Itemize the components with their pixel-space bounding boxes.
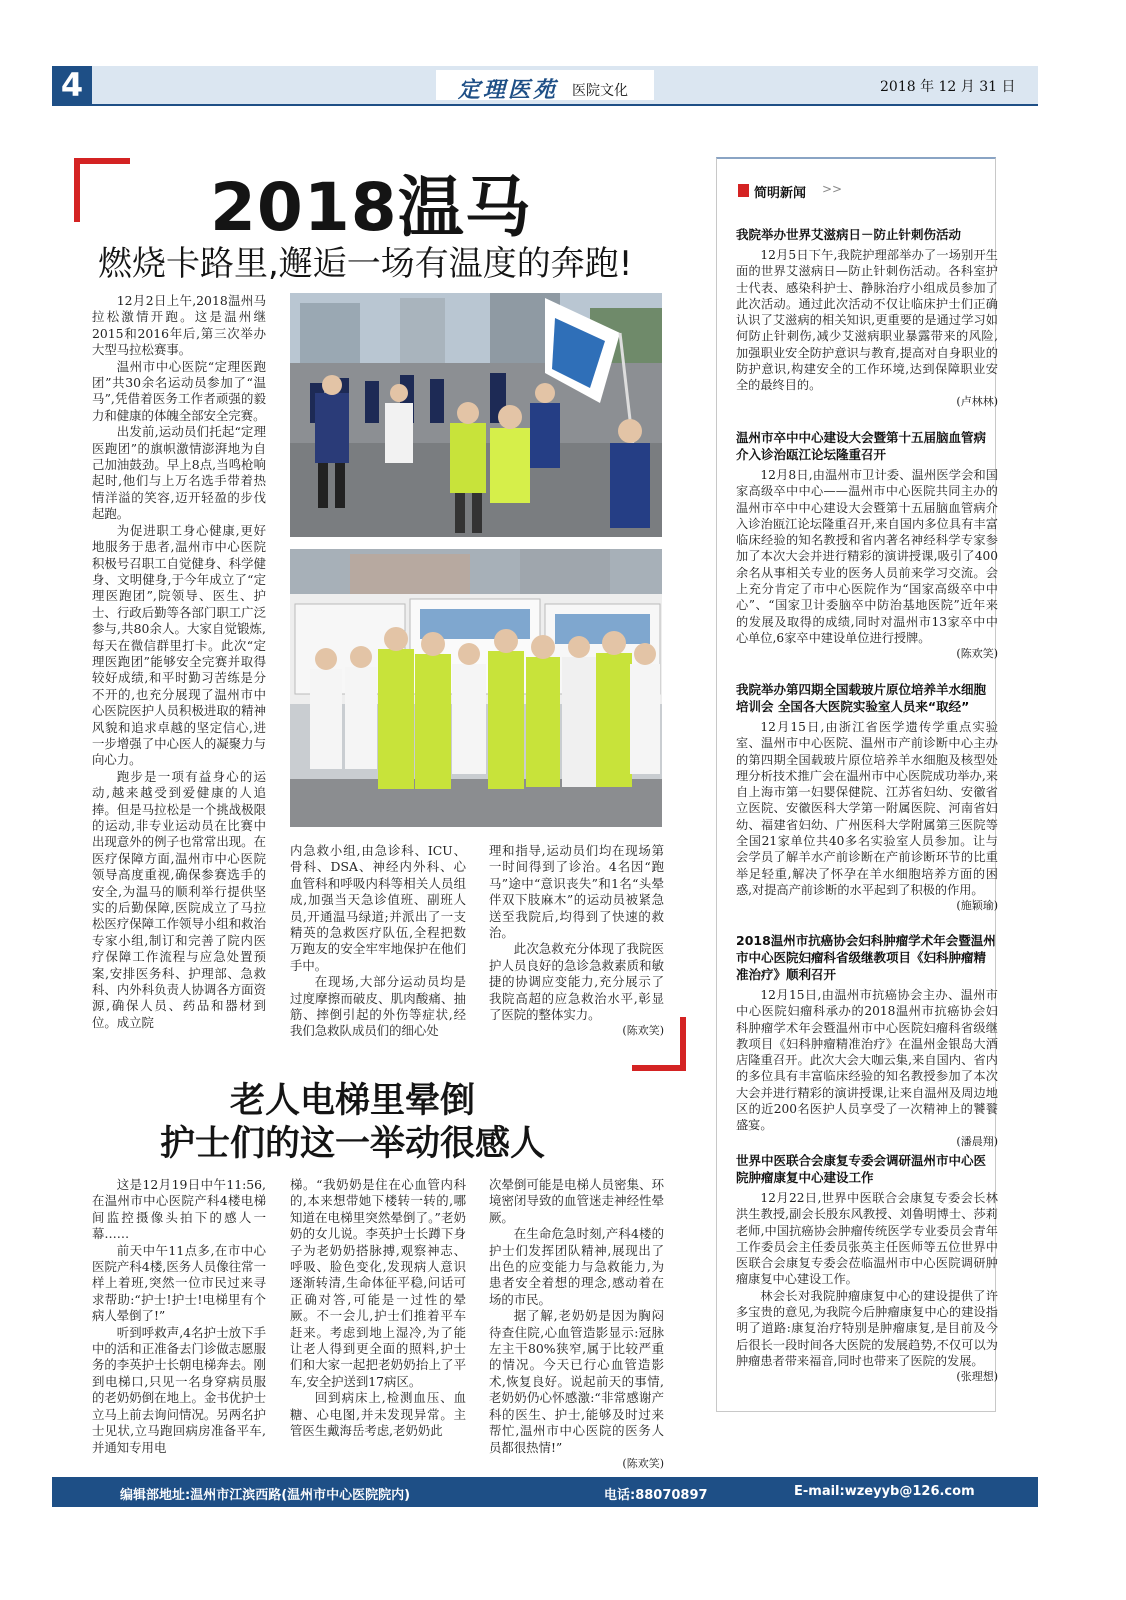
article-title: 护士们的这一举动很感人: [159, 1124, 545, 1164]
paragraph: 这是12月19日中午11:56,在温州市中心医院产科4楼电梯间监控摄像头拍下的感人一幕……: [92, 1177, 266, 1242]
news-item-body: 12月5日下午,我院护理部举办了一场别开生面的世界艾滋病日—防止针刺伤活动。各科室护士代表、感染科护士、静脉治疗小组成员参加了此次活动。通过此次活动不仅让临床护士们正确认识了艾滋病的相关知识,更重要的是通过学习如何防止针刺伤,减少艾滋病职业暴露带来的风险,加强职业安全防护意识与教育,提高对自身职业的防护意识,构建安全的工作环境,达到保障职业安全的最终目的。: [736, 248, 998, 393]
article-title: 2018温马: [210, 169, 532, 246]
paragraph: 前天中午11点多,在市中心医院产科4楼,医务人员像往常一样上着班,突然一位市民过来寻求帮助:“护士!护士!电梯里有个病人晕倒了!”: [92, 1242, 266, 1324]
paragraph: 内急救小组,由急诊科、ICU、骨科、DSA、神经内外科、心血管科和呼吸内科等相关人员组成,加强当天急诊值班、副班人员,开通温马绿道;并派出了一支精英的急救医疗队伍,全程把数万跑友的安全牢牢地保护在他们手中。: [290, 843, 466, 973]
double-chevron-icon: >>: [822, 182, 843, 196]
news-item-author: (张理想): [956, 1370, 998, 1384]
news-item-body: 12月8日,由温州市卫计委、温州医学会和国家高级卒中中心——温州市中心医院共同主办的温州市卒中中心建设大会暨第十五届脑血管病介入诊治瓯江论坛隆重召开,来自国内多位具有丰富临床经验的知名教授和省内著名神经科学专家参加了本次大会并进行精彩的演讲授课,吸引了400余名从事相关专业的医务人员前来学习交流。会上充分肯定了市中心医院作为“国家高级卒中中心”、“国家卫计委脑卒中防治基地医院”近年来的发展及取得的成绩,同时对温州市13家卒中中心单位,6家卒中建设单位进行授牌。: [736, 468, 998, 645]
article-column: [290, 843, 466, 1043]
news-item: [736, 226, 998, 409]
article-column: [290, 1177, 466, 1452]
article-column: [489, 843, 664, 1043]
news-item: [736, 932, 998, 1149]
article-column: [92, 1177, 266, 1455]
news-item-title: 我院举办第四期全国载玻片原位培养羊水细胞培训会 全国各大医院实验室人员来“取经”: [736, 682, 987, 714]
article-author: (陈欢笑): [622, 1456, 664, 1470]
medical-team-photo: [290, 549, 662, 827]
news-item-title: 世界中医联合会康复专委会调研温州市中心医院肿瘤康复中心建设工作: [736, 1153, 987, 1185]
brief-news-heading: 简明新闻: [754, 186, 807, 201]
page-number: 4: [52, 66, 92, 104]
paragraph: 据了解,老奶奶是因为胸闷待查住院,心血管造影显示:冠脉左主干80%狭窄,属于比较严重的情况。今天已行心血管造影术,恢复良好。说起前天的事情,老奶奶仍心怀感激:“非常感谢产科的医生、护士,能够及时过来帮忙,温州市中心医院的医务人员都很热情!”: [489, 1308, 664, 1455]
article-author: (陈欢笑): [622, 1024, 664, 1038]
paragraph: 为促进职工身心健康,更好地服务于患者,温州市中心医院积极号召职工自觉健身、科学健身、文明健身,于今年成立了“定理医跑团”,院领导、医生、护士、行政后勤等各部门职工广泛参与,共80余人。大家自觉锻炼,每天在微信群里打卡。此次“定理医跑团”能够安全完赛并取得较好成绩,和平时勤习苦练是分不开的,也充分展现了温州市中心医院医护人员积极进取的精神风貌和追求卓越的坚定信心,进一步增强了中心医人的凝聚力与向心力。: [92, 522, 266, 768]
footer-phone: 电话:88070897: [604, 1488, 708, 1503]
corner-bracket-decoration: [632, 1065, 686, 1071]
news-item-title: 我院举办世界艾滋病日－防止针刺伤活动: [736, 227, 962, 242]
news-item: [736, 681, 998, 913]
paragraph: 次晕倒可能是电梯人员密集、环境密闭导致的血管迷走神经性晕厥。: [489, 1177, 664, 1225]
news-item-body: 12月22日,世界中医联合会康复专委会长林洪生教授,副会长殷东风教授、刘鲁明博士、莎莉老师,中国抗癌协会肿瘤传统医学专业委员会青年工作委员会主任委员张英主任医师等五位世界中医联合会康复专委会莅临温州市中心医院调研肿瘤康复中心建设工作。: [736, 1191, 998, 1287]
paragraph: 听到呼救声,4名护士放下手中的活和正准备去门诊做志愿服务的李英护士长朝电梯奔去。刚到电梯口,只见一名身穿病员服的老奶奶倒在地上。金书优护士立马上前去询问情况。另两名护士见状,立马跑回病房准备平车,并通知专用电: [92, 1324, 266, 1455]
news-item-body: 林会长对我院肿瘤康复中心的建设提供了许多宝贵的意见,为我院今后肿瘤康复中心的建设指明了道路:康复治疗特别是肿瘤康复,是目前及今后很长一段时间各大医院的发展趋势,不仅可以为肿瘤患者带来福音,同时也带来了医院的发展。: [736, 1288, 998, 1368]
paragraph: 跑步是一项有益身心的运动,越来越受到爱健康的人追捧。但是马拉松是一个挑战极限的运动,非专业运动员在比赛中出现意外的例子也常常出现。在医疗保障方面,温州市中心医院领导高度重视,确保参赛选手的安全,为温马的顺利举行提供坚实的后勤保障,医院成立了马拉松医疗保障工作领导小组和救治专家小组,制订和完善了院内医疗保障工作流程与应急处置预案,安排医务科、护理部、急救科、内外科负责人协调各方面资源,确保人员、药品和器材到位。成立院: [92, 768, 266, 1030]
corner-bracket-decoration: [680, 1017, 686, 1071]
paragraph: 回到病床上,检测血压、血糖、心电图,并未发现异常。主管医生戴海岳考虑,老奶奶此: [290, 1390, 466, 1439]
paragraph: 在现场,大部分运动员均是过度摩擦而破皮、肌肉酸痛、抽筋、摔倒引起的外伤等症状,经我们急救队成员们的细心处: [290, 974, 466, 1039]
news-item-body: 12月15日,由浙江省医学遗传学重点实验室、温州市中心医院、温州市产前诊断中心主办的第四期全国载玻片原位培养羊水细胞及核型处理分析技术推广会在温州市中心医院成功举办,来自上海市第一妇婴保健院、江苏省妇幼、安徽省立医院、安徽医科大学第一附属医院、河南省妇幼、福建省妇幼、广州医科大学附属第三医院等全国21家单位共40多名实验室人员参加。让与会学员了解羊水产前诊断在产前诊断环节的比重举足轻重,解决了怀孕在羊水细胞培养方面的困惑,对提高产前诊断的水平起到了积极的作用。: [736, 720, 998, 897]
footer-bar: [52, 1477, 1038, 1507]
news-item: [736, 429, 998, 661]
article-column: [489, 1177, 664, 1470]
paragraph: 理和指导,运动员们均在现场第一时间得到了诊治。4名因“跑马”途中“意识丧失”和1名“头晕伴双下肢麻木”的运动员被紧急送至我院后,均得到了快速的救治。: [489, 843, 664, 941]
marathon-runners-photo: [290, 293, 662, 537]
article-column: [92, 293, 266, 1045]
news-item-title: 2018温州市抗癌协会妇科肿瘤学术年会暨温州市中心医院妇瘤科省级继教项目《妇科肿瘤精准治疗》顺利召开: [736, 933, 996, 982]
news-item: [736, 1152, 998, 1384]
corner-bracket-decoration: [74, 158, 130, 164]
paragraph: 温州市中心医院“定理医跑团”共30余名运动员参加了“温马”,凭借着医务工作者顽强的毅力和健康的体魄全部安全完赛。: [92, 358, 266, 423]
news-item-author: (陈欢笑): [956, 647, 998, 661]
footer-email: E-mail:wzeyyb@126.com: [794, 1484, 975, 1499]
header-rule: [52, 104, 1038, 106]
footer-address: 编辑部地址:温州市江滨西路(温州市中心医院院内): [120, 1488, 411, 1503]
article-title: 老人电梯里晕倒: [229, 1081, 475, 1121]
paragraph: 出发前,运动员们托起“定理医跑团”的旗帜激情澎湃地为自己加油鼓劲。早上8点,当鸣枪响起时,他们与上万名选手带着热情洋溢的笑容,迈开轻盈的步伐起跑。: [92, 424, 266, 522]
news-item-body: 12月15日,由温州市抗癌协会主办、温州市中心医院妇瘤科承办的2018温州市抗癌协会妇科肿瘤学术年会暨温州市中心医院妇瘤科省级继教项目《妇科肿瘤精准治疗》在温州金银岛大酒店隆重召开。此次大会大咖云集,来自国内、省内的多位具有丰富临床经验的知名教授参加了本次大会并进行精彩的演讲授课,让来自温州及周边地区的近200名医护人员享受了一次精神上的饕餮盛宴。: [736, 988, 998, 1133]
issue-date: 2018 年 12 月 31 日: [880, 79, 1016, 95]
paragraph: 在生命危急时刻,产科4楼的护士们发挥团队精神,展现出了出色的应变能力与急救能力,为患者安全着想的理念,感动着在场的市民。: [489, 1226, 664, 1307]
masthead-logo: 定理医苑: [458, 77, 559, 103]
section-name: 医院文化: [572, 83, 628, 99]
paragraph: 12月2日上午,2018温州马拉松激情开跑。这是温州继2015和2016年后,第三次举办大型马拉松赛事。: [92, 293, 266, 358]
paragraph: 梯。“我奶奶是住在心血管内科的,本来想带她下楼转一转的,哪知道在电梯里突然晕倒了。”老奶奶的女儿说。李英护士长蹲下身子为老奶奶搭脉搏,观察神志、呼吸、脸色变化,发现病人意识逐渐转清,生命体征平稳,问话可正确对答,可能是一过性的晕厥。不一会儿,护士们推着平车赶来。考虑到地上湿冷,为了能让老人得到更全面的照料,护士们和大家一起把老奶奶抬上了平车,安全护送到17病区。: [290, 1177, 466, 1389]
news-item-title: 温州市卒中中心建设大会暨第十五届脑血管病介入诊治瓯江论坛隆重召开: [736, 430, 987, 462]
article-subtitle: 燃烧卡路里,邂逅一场有温度的奔跑!: [98, 244, 633, 284]
news-item-author: (施颖瑜): [956, 899, 998, 913]
news-item-author: (卢林林): [956, 394, 998, 408]
paragraph: 此次急救充分体现了我院医护人员良好的急诊急救素质和敏捷的协调应变能力,充分展示了我院高超的应急救治水平,彰显了医院的整体实力。: [489, 941, 664, 1023]
square-bullet-icon: [738, 184, 749, 197]
corner-bracket-decoration: [74, 158, 80, 222]
news-item-author: (潘晨翔): [956, 1134, 998, 1148]
